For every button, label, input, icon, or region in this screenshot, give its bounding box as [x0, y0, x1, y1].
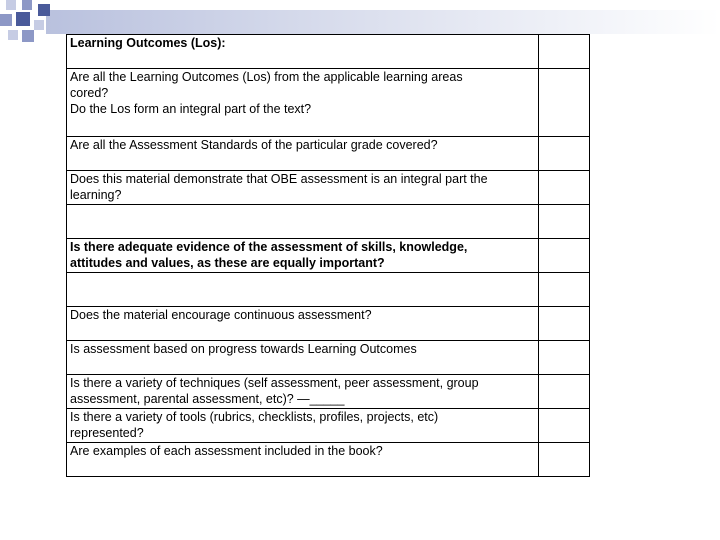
- checklist-row: [67, 273, 590, 307]
- checklist-row: [67, 375, 590, 409]
- question-text: Do the Los form an integral part of the text?: [70, 102, 312, 116]
- checklist-row: [67, 35, 590, 69]
- question-text: assessment, parental assessment, etc)? —_____: [70, 392, 345, 406]
- answer-box[interactable]: [539, 239, 590, 273]
- question-cell: [67, 409, 539, 443]
- question-cell: [67, 341, 539, 375]
- checklist-row: [67, 137, 590, 171]
- question-text: Is there a variety of techniques (self assessment, peer assessment, group: [70, 376, 479, 390]
- answer-box[interactable]: [539, 443, 590, 477]
- decor-square: [34, 20, 44, 30]
- question-text: Does this material demonstrate that OBE assessment is an integral part the: [70, 172, 488, 186]
- checklist-row: [67, 171, 590, 205]
- answer-box[interactable]: [539, 137, 590, 171]
- checklist-row: [67, 409, 590, 443]
- answer-box[interactable]: [539, 205, 590, 239]
- question-text: Does the material encourage continuous assessment?: [70, 308, 372, 322]
- question-text: Are all the Assessment Standards of the particular grade covered?: [70, 138, 438, 152]
- question-text: Are examples of each assessment included in the book?: [70, 444, 383, 458]
- question-cell: [67, 171, 539, 205]
- answer-box[interactable]: [539, 375, 590, 409]
- question-text: Is there adequate evidence of the assessment of skills, knowledge,: [70, 240, 468, 254]
- question-cell: [67, 273, 539, 307]
- question-cell: [67, 239, 539, 273]
- answer-box[interactable]: [539, 35, 590, 69]
- decor-square: [22, 0, 32, 10]
- question-cell: [67, 137, 539, 171]
- answer-box[interactable]: [539, 273, 590, 307]
- question-text: attitudes and values, as these are equally important?: [70, 256, 385, 270]
- question-text: learning?: [70, 188, 122, 202]
- question-cell: [67, 69, 539, 137]
- question-text: Is assessment based on progress towards Learning Outcomes: [70, 342, 417, 356]
- decor-square: [22, 30, 34, 42]
- decor-square: [6, 0, 16, 10]
- question-text: Is there a variety of tools (rubrics, checklists, profiles, projects, etc): [70, 410, 439, 424]
- question-text: represented?: [70, 426, 144, 440]
- question-cell: [67, 307, 539, 341]
- question-text: Are all the Learning Outcomes (Los) from the applicable learning areas: [70, 70, 463, 84]
- question-cell: [67, 375, 539, 409]
- decor-square: [16, 12, 30, 26]
- question-cell: [67, 443, 539, 477]
- question-cell: [67, 35, 539, 69]
- question-cell: [67, 205, 539, 239]
- checklist-row: [67, 239, 590, 273]
- decor-square: [0, 14, 12, 26]
- answer-box[interactable]: [539, 409, 590, 443]
- header-gradient-bar: [46, 10, 720, 34]
- checklist-row: [67, 69, 590, 137]
- answer-box[interactable]: [539, 341, 590, 375]
- answer-box[interactable]: [539, 171, 590, 205]
- checklist-row: [67, 341, 590, 375]
- answer-box[interactable]: [539, 69, 590, 137]
- checklist-row: [67, 307, 590, 341]
- evaluation-checklist-table: [66, 34, 590, 477]
- decor-square: [38, 4, 50, 16]
- question-text: Learning Outcomes (Los):: [70, 36, 226, 50]
- checklist-row: [67, 443, 590, 477]
- decor-square: [8, 30, 18, 40]
- answer-box[interactable]: [539, 307, 590, 341]
- question-text: cored?: [70, 86, 109, 100]
- checklist-row: [67, 205, 590, 239]
